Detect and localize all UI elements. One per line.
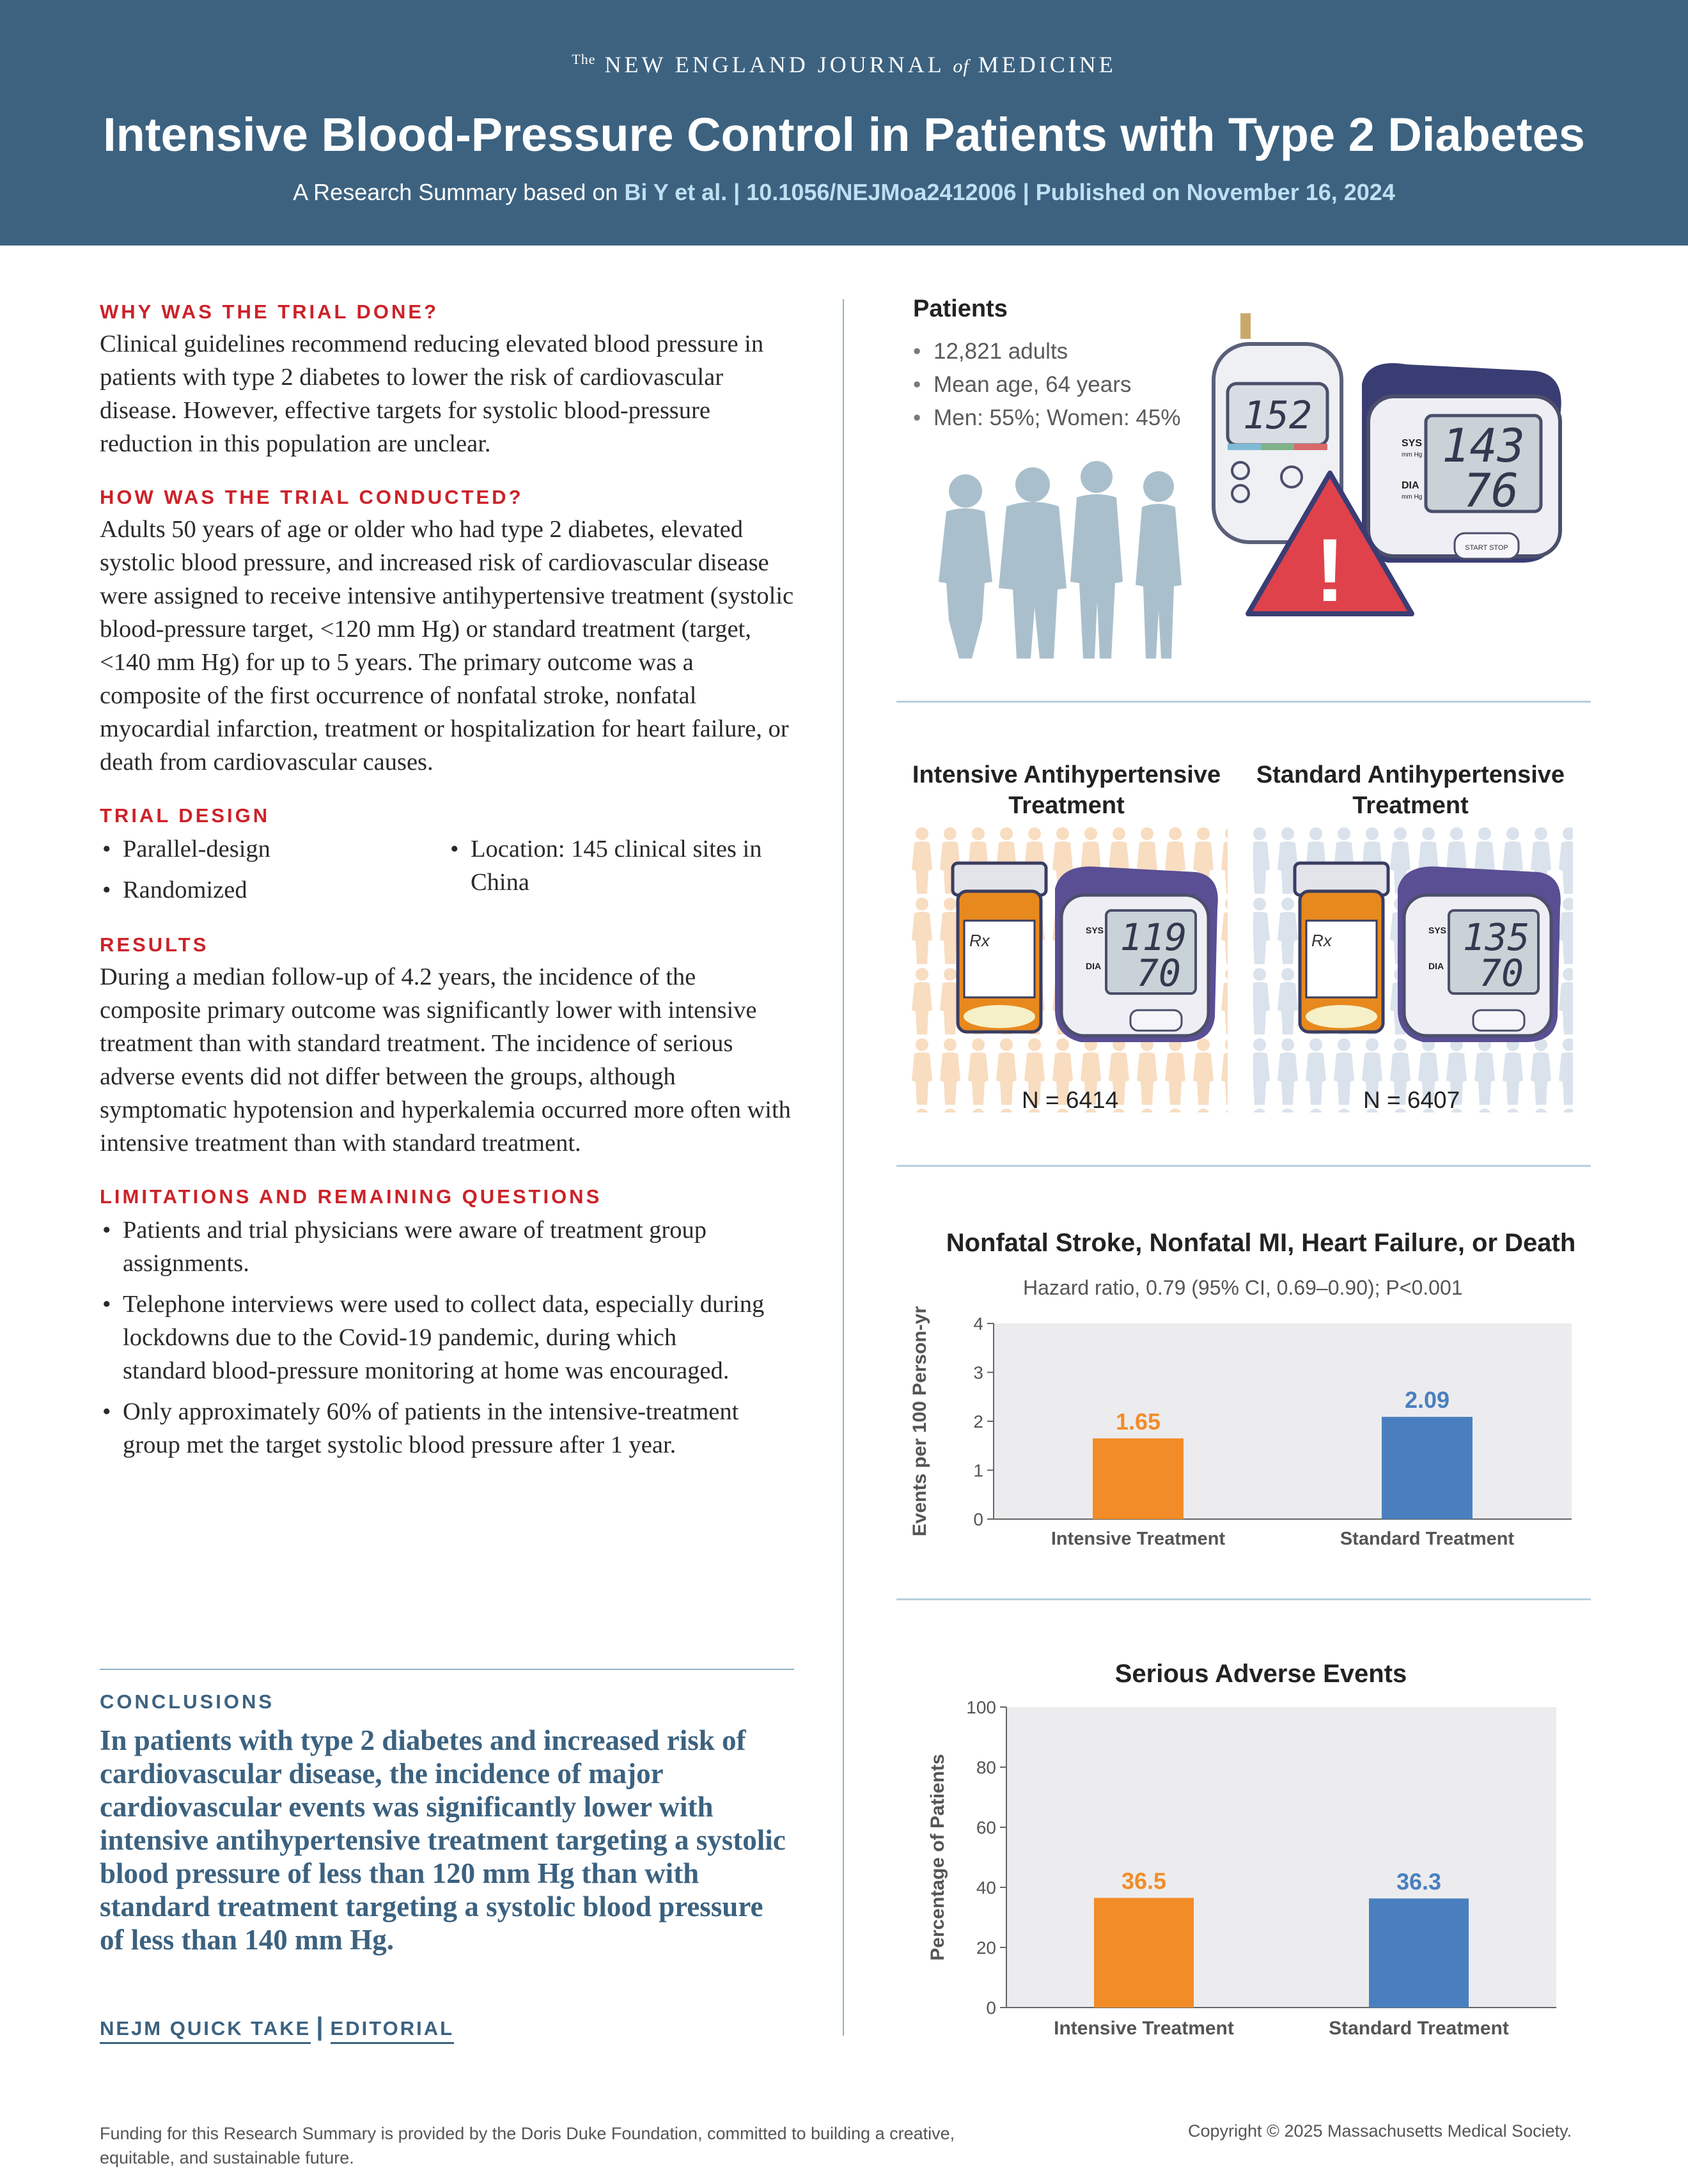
patients-heading: Patients <box>913 295 1008 322</box>
bar <box>1382 1417 1473 1519</box>
bar <box>1369 1898 1469 2008</box>
section-divider <box>896 1165 1591 1167</box>
section-divider <box>896 1598 1591 1600</box>
limitation-item: • Patients and trial physicians were aware of treatment group assignments. <box>100 1213 765 1280</box>
plot-area <box>1006 1707 1556 2008</box>
why-heading: WHY WAS THE TRIAL DONE? <box>100 300 439 323</box>
dia-label: DIA <box>1402 480 1419 491</box>
pill-bottle-icon <box>953 863 1046 1032</box>
header-banner <box>0 0 1688 246</box>
conclusions-text: In patients with type 2 diabetes and increased risk of cardiovascular disease, the incidence of major cardiovascular events was significantly lower with intensive antihypertensive treatment targeting a systolic blood pressure of less than 120 mm Hg than with standard treatment targeting a systolic blood pressure of less than 140 mm Hg. <box>100 1724 786 1956</box>
bar <box>1094 1898 1194 2008</box>
copyright-note: Copyright © 2025 Massachusetts Medical Society. <box>1188 2121 1572 2141</box>
arm-title-line: Treatment <box>1008 792 1125 819</box>
y-axis-label: Percentage of Patients <box>927 1754 948 1961</box>
quick-take-link[interactable]: NEJM QUICK TAKE <box>100 2017 311 2044</box>
design-heading: TRIAL DESIGN <box>100 804 270 827</box>
masthead-medicine: MEDICINE <box>978 52 1116 77</box>
bar-value-label: 36.3 <box>1396 1868 1442 1895</box>
design-item: • Parallel-design <box>100 832 432 866</box>
category-label: Standard Treatment <box>1340 1529 1515 1549</box>
primary-outcome-chart <box>895 1298 1586 1573</box>
intensive-n: N = 6414 <box>1022 1087 1119 1113</box>
category-label: Intensive Treatment <box>1054 2018 1234 2039</box>
design-list <box>100 832 797 912</box>
sys-unit-label: mm Hg <box>1402 451 1423 458</box>
plot-area <box>994 1323 1572 1519</box>
sys-label: SYS <box>1428 925 1447 935</box>
arm-title-line: Intensive Antihypertensive <box>912 761 1221 788</box>
bar-value-label: 1.65 <box>1115 1408 1161 1435</box>
page-title: Intensive Blood-Pressure Control in Patients with Type 2 Diabetes <box>103 108 1585 161</box>
standard-sys-reading: 135 <box>1462 916 1530 959</box>
adverse-events-chart <box>921 1688 1586 2040</box>
masthead-the: The <box>572 51 596 67</box>
pill-bottle-icon <box>1295 863 1388 1032</box>
patients-item: • Men: 55%; Women: 45% <box>910 402 1181 435</box>
column-divider <box>843 299 844 2036</box>
how-text: Adults 50 years of age or older who had type 2 diabetes, elevated systolic blood pressure, and increased risk of cardiovascular disease were assigned to receive intensive antihypertensive treatment (systolic blood-pressure target, <120 mm Hg) or standard treatment (target, <140 mm Hg) for up to 5 years. The primary outcome was a composite of the first occurrence of nonfatal stroke, nonfatal myocardial infarction, treatment or hospitalization for heart failure, or death from cardiovascular causes. <box>100 516 794 776</box>
patients-item: • 12,821 adults <box>910 335 1181 368</box>
chart1-subtitle: Hazard ratio, 0.79 (95% CI, 0.69–0.90); P<0.001 <box>1023 1276 1463 1299</box>
glucometer-reading: 152 <box>1242 393 1313 438</box>
arm-title-line: Standard Antihypertensive <box>1256 761 1565 788</box>
category-label: Standard Treatment <box>1329 2018 1509 2039</box>
masthead-name: NEW ENGLAND JOURNAL <box>604 52 944 77</box>
results-text: During a median follow-up of 4.2 years, the incidence of the composite primary outcome was significantly lower with intensive treatment than with standard treatment. The incidence of serious adverse events did not differ between the groups, although symptomatic hypotension and hyperkalemia occurred more often with intensive treatment than with standard treatment. <box>100 963 791 1157</box>
dia-unit-label: mm Hg <box>1402 494 1423 501</box>
y-tick-label: 80 <box>976 1758 996 1777</box>
journal-masthead <box>0 51 1688 78</box>
y-tick-label: 1 <box>973 1460 983 1481</box>
y-tick-label: 4 <box>973 1314 983 1334</box>
limitation-item: • Only approximately 60% of patients in the intensive-treatment group met the target systolic blood pressure after 1 year. <box>100 1395 765 1462</box>
y-tick-label: 3 <box>973 1362 983 1383</box>
monitor-sys-reading: 143 <box>1441 419 1526 472</box>
arm-title-line: Treatment <box>1352 792 1469 819</box>
conclusions-heading: CONCLUSIONS <box>100 1690 275 1713</box>
standard-dia-reading: 70 <box>1479 951 1524 995</box>
y-tick-label: 20 <box>976 1938 996 1958</box>
editorial-link[interactable]: EDITORIAL <box>331 2017 455 2044</box>
intensive-arm-title <box>900 760 1233 821</box>
intensive-dia-reading: 70 <box>1136 951 1181 995</box>
rx-label: Rx <box>969 931 990 950</box>
limitation-item: • Telephone interviews were used to collect data, especially during lockdowns due to the Covid-19 pandemic, during which standard blood-pressure monitoring at home was encouraged. <box>100 1288 765 1387</box>
chart2-title: Serious Adverse Events <box>1114 1660 1407 1688</box>
dia-label: DIA <box>1428 961 1444 971</box>
y-tick-label: 100 <box>966 1697 996 1717</box>
bar-value-label: 2.09 <box>1404 1387 1450 1414</box>
people-silhouettes-icon <box>939 461 1182 659</box>
bar-value-label: 36.5 <box>1121 1868 1167 1894</box>
start-stop-label: START STOP <box>1465 544 1508 552</box>
design-item: • Randomized <box>100 873 432 907</box>
y-tick-label: 0 <box>986 1998 996 2018</box>
design-item: • Location: 145 clinical sites in China <box>448 832 780 899</box>
why-text: Clinical guidelines recommend reducing elevated blood pressure in patients with type 2 diabetes to lower the risk of cardiovascular disease. However, effective targets for systolic blood-pressure reduction in this population are unclear. <box>100 331 764 457</box>
standard-n: N = 6407 <box>1363 1087 1460 1113</box>
subtitle-prefix: A Research Summary based on <box>293 179 625 205</box>
patients-illustration <box>921 300 1586 659</box>
standard-arm-title <box>1244 760 1577 821</box>
warning-symbol: ! <box>1315 520 1345 620</box>
left-column <box>100 300 797 1462</box>
conclusions-divider <box>100 1669 794 1670</box>
section-divider <box>896 701 1591 703</box>
y-tick-label: 40 <box>976 1878 996 1898</box>
related-links <box>100 2013 454 2041</box>
limitations-heading: LIMITATIONS AND REMAINING QUESTIONS <box>100 1185 602 1208</box>
intensive-sys-reading: 119 <box>1120 916 1187 959</box>
chart1-title: Nonfatal Stroke, Nonfatal MI, Heart Failure, or Death <box>946 1229 1576 1257</box>
bar <box>1093 1439 1184 1519</box>
y-tick-label: 0 <box>973 1509 983 1529</box>
sys-label: SYS <box>1086 925 1104 935</box>
y-tick-label: 2 <box>973 1412 983 1431</box>
citation-link[interactable]: Bi Y et al. | 10.1056/NEJMoa2412006 | Published on November 16, 2024 <box>624 179 1395 205</box>
dia-label: DIA <box>1086 961 1102 971</box>
sys-label: SYS <box>1402 438 1423 449</box>
category-label: Intensive Treatment <box>1051 1529 1226 1549</box>
rx-label: Rx <box>1311 931 1332 950</box>
conclusions-block <box>100 1690 790 1956</box>
y-axis-label: Events per 100 Person-yr <box>909 1306 930 1537</box>
results-heading: RESULTS <box>100 933 209 956</box>
monitor-dia-reading: 76 <box>1463 464 1519 517</box>
masthead-of: of <box>953 56 969 77</box>
link-separator: | <box>316 2013 325 2041</box>
page-subtitle <box>0 179 1688 206</box>
patients-item: • Mean age, 64 years <box>910 368 1181 402</box>
y-tick-label: 60 <box>976 1818 996 1837</box>
treatment-arms-illustration <box>908 825 1586 1112</box>
funding-note: Funding for this Research Summary is provided by the Doris Duke Foundation, committed to building a creative, equitable, and sustainable future. <box>100 2124 955 2167</box>
how-heading: HOW WAS THE TRIAL CONDUCTED? <box>100 486 524 508</box>
limitations-list <box>100 1213 765 1462</box>
